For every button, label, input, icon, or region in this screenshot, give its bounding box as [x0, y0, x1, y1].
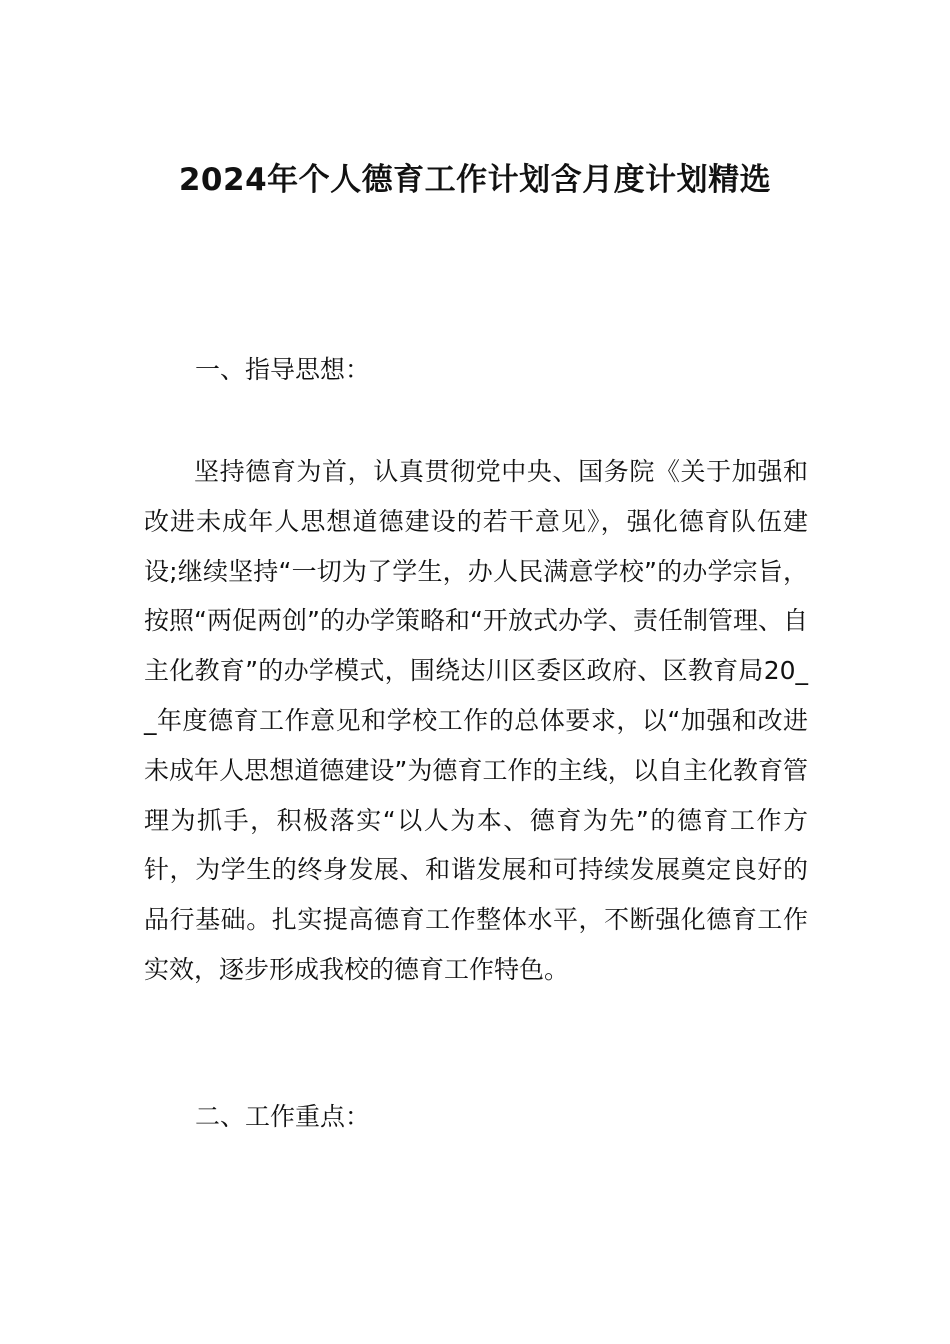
section-heading-work-focus: 二、工作重点： [195, 1102, 371, 1131]
guiding-ideology-paragraph: 坚持德育为首，认真贯彻党中央、国务院《关于加强和改进未成年人思想道德建设的若干意见》，强化德育队伍建设;继续坚持“一切为了学生，办人民满意学校”的办学宗旨，按照“两促两创”的办学策略和“开放式办学、责任制管理、自主化教育”的办学模式，围绕达川区委区政府、区教育局20__年度德育工作意见和学校工作的总体要求，以“加强和改进未成年人思想道德建设”为德育工作的主线，以自主化教育管理为抓手，积极落实“以人为本、德育为先”的德育工作方针，为学生的终身发展、和谐发展和可持续发展奠定良好的品行基础。扎实提高德育工作整体水平，不断强化德育工作实效，逐步形成我校的德育工作特色。 [144, 457, 808, 984]
document-title: 2024年个人德育工作计划含月度计划精选 [178, 162, 772, 198]
section-heading-guiding-ideology: 一、指导思想： [195, 355, 371, 384]
